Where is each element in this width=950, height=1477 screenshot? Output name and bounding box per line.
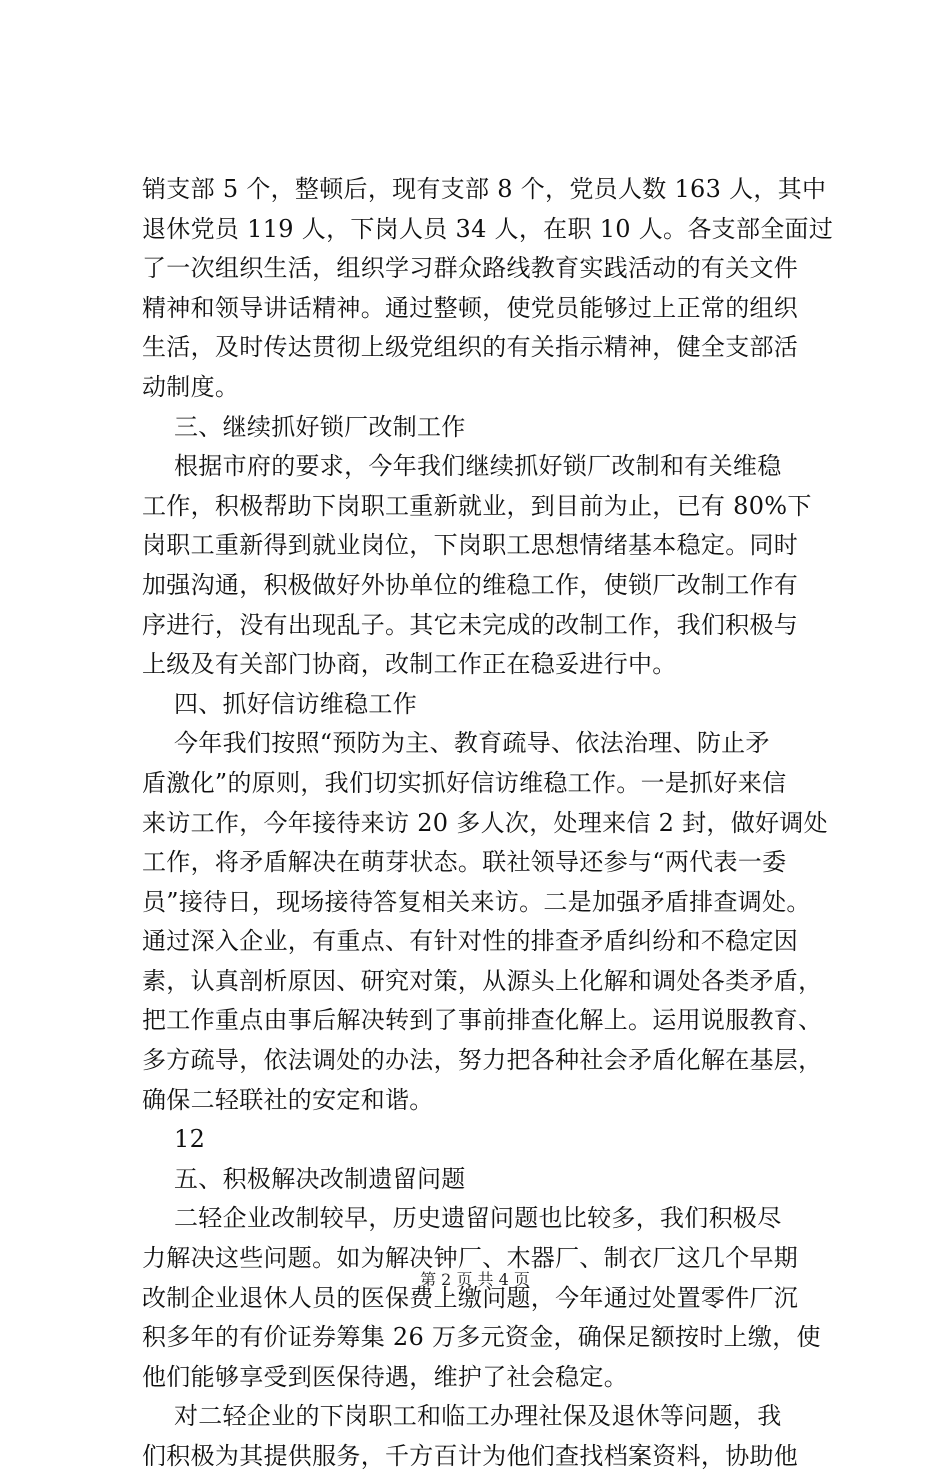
page-number-marker: 12 (174, 1125, 206, 1154)
text-line: 积多年的有价证券筹集 26 万多元资金，确保足额按时上缴，使 (142, 1323, 821, 1352)
text-line: 改制企业退休人员的医保费上缴问题，今年通过处置零件厂沉 (142, 1283, 799, 1312)
text-line: 工作，积极帮助下岗职工重新就业，到目前为止，已有 80%下 (142, 491, 812, 520)
text-line: 他们能够享受到医保待遇，维护了社会稳定。 (142, 1362, 628, 1391)
text-line: 二轻企业改制较早，历史遗留问题也比较多，我们积极尽 (174, 1204, 782, 1233)
text-line: 素，认真剖析原因、研究对策，从源头上化解和调处各类矛盾， (142, 966, 823, 995)
text-line: 对二轻企业的下岗职工和临工办理社保及退休等问题，我 (174, 1402, 782, 1431)
text-line: 们积极为其提供服务，千方百计为他们查找档案资料，协助他 (142, 1442, 799, 1470)
text-line: 序进行，没有出现乱子。其它未完成的改制工作，我们积极与 (142, 610, 799, 639)
text-line: 来访工作，今年接待来访 20 多人次，处理来信 2 封，做好调处 (142, 808, 828, 837)
section-heading: 四、抓好信访维稳工作 (174, 689, 417, 718)
text-line: 精神和领导讲话精神。通过整顿，使党员能够过上正常的组织 (142, 293, 799, 322)
text-line: 退休党员 119 人，下岗人员 34 人，在职 10 人。各支部全面过 (142, 214, 834, 243)
text-line: 通过深入企业，有重点、有针对性的排查矛盾纠纷和不稳定因 (142, 927, 799, 956)
text-line: 生活，及时传达贯彻上级党组织的有关指示精神，健全支部活 (142, 333, 799, 362)
text-line: 根据市府的要求，今年我们继续抓好锁厂改制和有关维稳 (174, 452, 782, 481)
text-line: 员”接待日，现场接待答复相关来访。二是加强矛盾排查调处。 (142, 887, 811, 916)
text-line: 多方疏导，依法调处的办法，努力把各种社会矛盾化解在基层， (142, 1046, 823, 1075)
text-line: 工作，将矛盾解决在萌芽状态。联社领导还参与“两代表一委 (142, 848, 787, 877)
text-line: 上级及有关部门协商，改制工作正在稳妥进行中。 (142, 650, 677, 679)
section-heading: 三、继续抓好锁厂改制工作 (174, 412, 466, 441)
text-line: 盾激化”的原则，我们切实抓好信访维稳工作。一是抓好来信 (142, 768, 787, 797)
text-line: 动制度。 (142, 372, 240, 401)
section-heading: 五、积极解决改制遗留问题 (174, 1164, 466, 1193)
text-line: 销支部 5 个，整顿后，现有支部 8 个，党员人数 163 人，其中 (142, 175, 827, 203)
page-footer: 第 2 页 共 4 页 (420, 1270, 530, 1289)
text-line: 确保二轻联社的安定和谐。 (142, 1085, 434, 1114)
text-line: 岗职工重新得到就业岗位，下岗职工思想情绪基本稳定。同时 (142, 531, 799, 560)
text-line: 力解决这些问题。如为解决钟厂、木器厂、制衣厂这几个早期 (142, 1244, 799, 1273)
text-line: 了一次组织生活，组织学习群众路线教育实践活动的有关文件 (142, 254, 799, 283)
text-line: 今年我们按照“预防为主、教育疏导、依法治理、防止矛 (174, 729, 770, 758)
text-line: 加强沟通，积极做好外协单位的维稳工作，使锁厂改制工作有 (142, 570, 799, 599)
text-line: 把工作重点由事后解决转到了事前排查化解上。运用说服教育、 (142, 1006, 823, 1035)
